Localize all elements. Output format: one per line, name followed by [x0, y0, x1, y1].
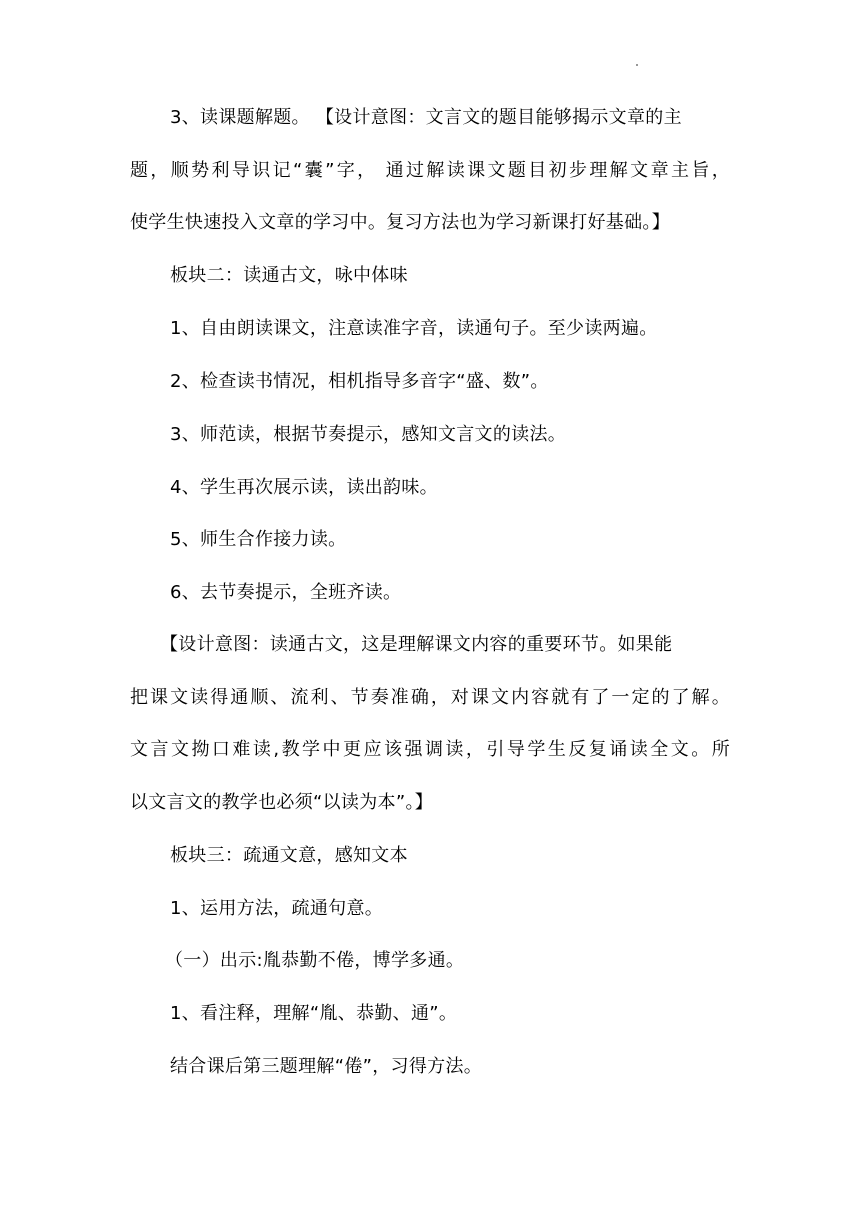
text-line-8: 4、学生再次展示读，读出韵味。	[170, 477, 438, 498]
text-line-17: （一）出示:胤恭勤不倦，博学多通。	[165, 950, 465, 971]
text-line-12: 把课文读得通顺、流利、节奏准确，对课文内容就有了一定的了解。	[130, 687, 730, 708]
text-line-9: 5、师生合作接力读。	[170, 529, 347, 550]
text-line-18: 1、看注释，理解“胤、恭勤、通”。	[170, 1003, 458, 1024]
text-line-13: 文言文拗口难读,教学中更应该强调读，引导学生反复诵读全文。所	[130, 739, 730, 760]
text-line-10: 6、去节奏提示，全班齐读。	[170, 582, 402, 603]
text-line-1: 3、读课题解题。 【设计意图：文言文的题目能够揭示文章的主	[170, 107, 682, 128]
text-line-2: 题，顺势利导识记“囊”字， 通过解读课文题目初步理解文章主旨，	[130, 160, 730, 181]
text-line-11: 【设计意图：读通古文，这是理解课文内容的重要环节。如果能	[160, 634, 673, 655]
text-line-19: 结合课后第三题理解“倦”，习得方法。	[170, 1056, 483, 1077]
text-line-3: 使学生快速投入文章的学习中。复习方法也为学习新课打好基础。】	[130, 212, 670, 233]
text-line-6: 2、检查读书情况，相机指导多音字“盛、数”。	[170, 371, 549, 392]
text-line-7: 3、师范读，根据节奏提示，感知文言文的读法。	[170, 424, 567, 445]
section-heading-2: 板块二：读通古文，咏中体味	[170, 265, 408, 286]
text-line-14: 以文言文的教学也必须“以读为本”。】	[130, 792, 434, 813]
text-line-5: 1、自由朗读课文，注意读准字音，读通句子。至少读两遍。	[170, 318, 658, 339]
page-mark	[636, 64, 638, 66]
section-heading-3: 板块三：疏通文意，感知文本	[170, 845, 408, 866]
text-line-16: 1、运用方法，疏通句意。	[170, 898, 384, 919]
